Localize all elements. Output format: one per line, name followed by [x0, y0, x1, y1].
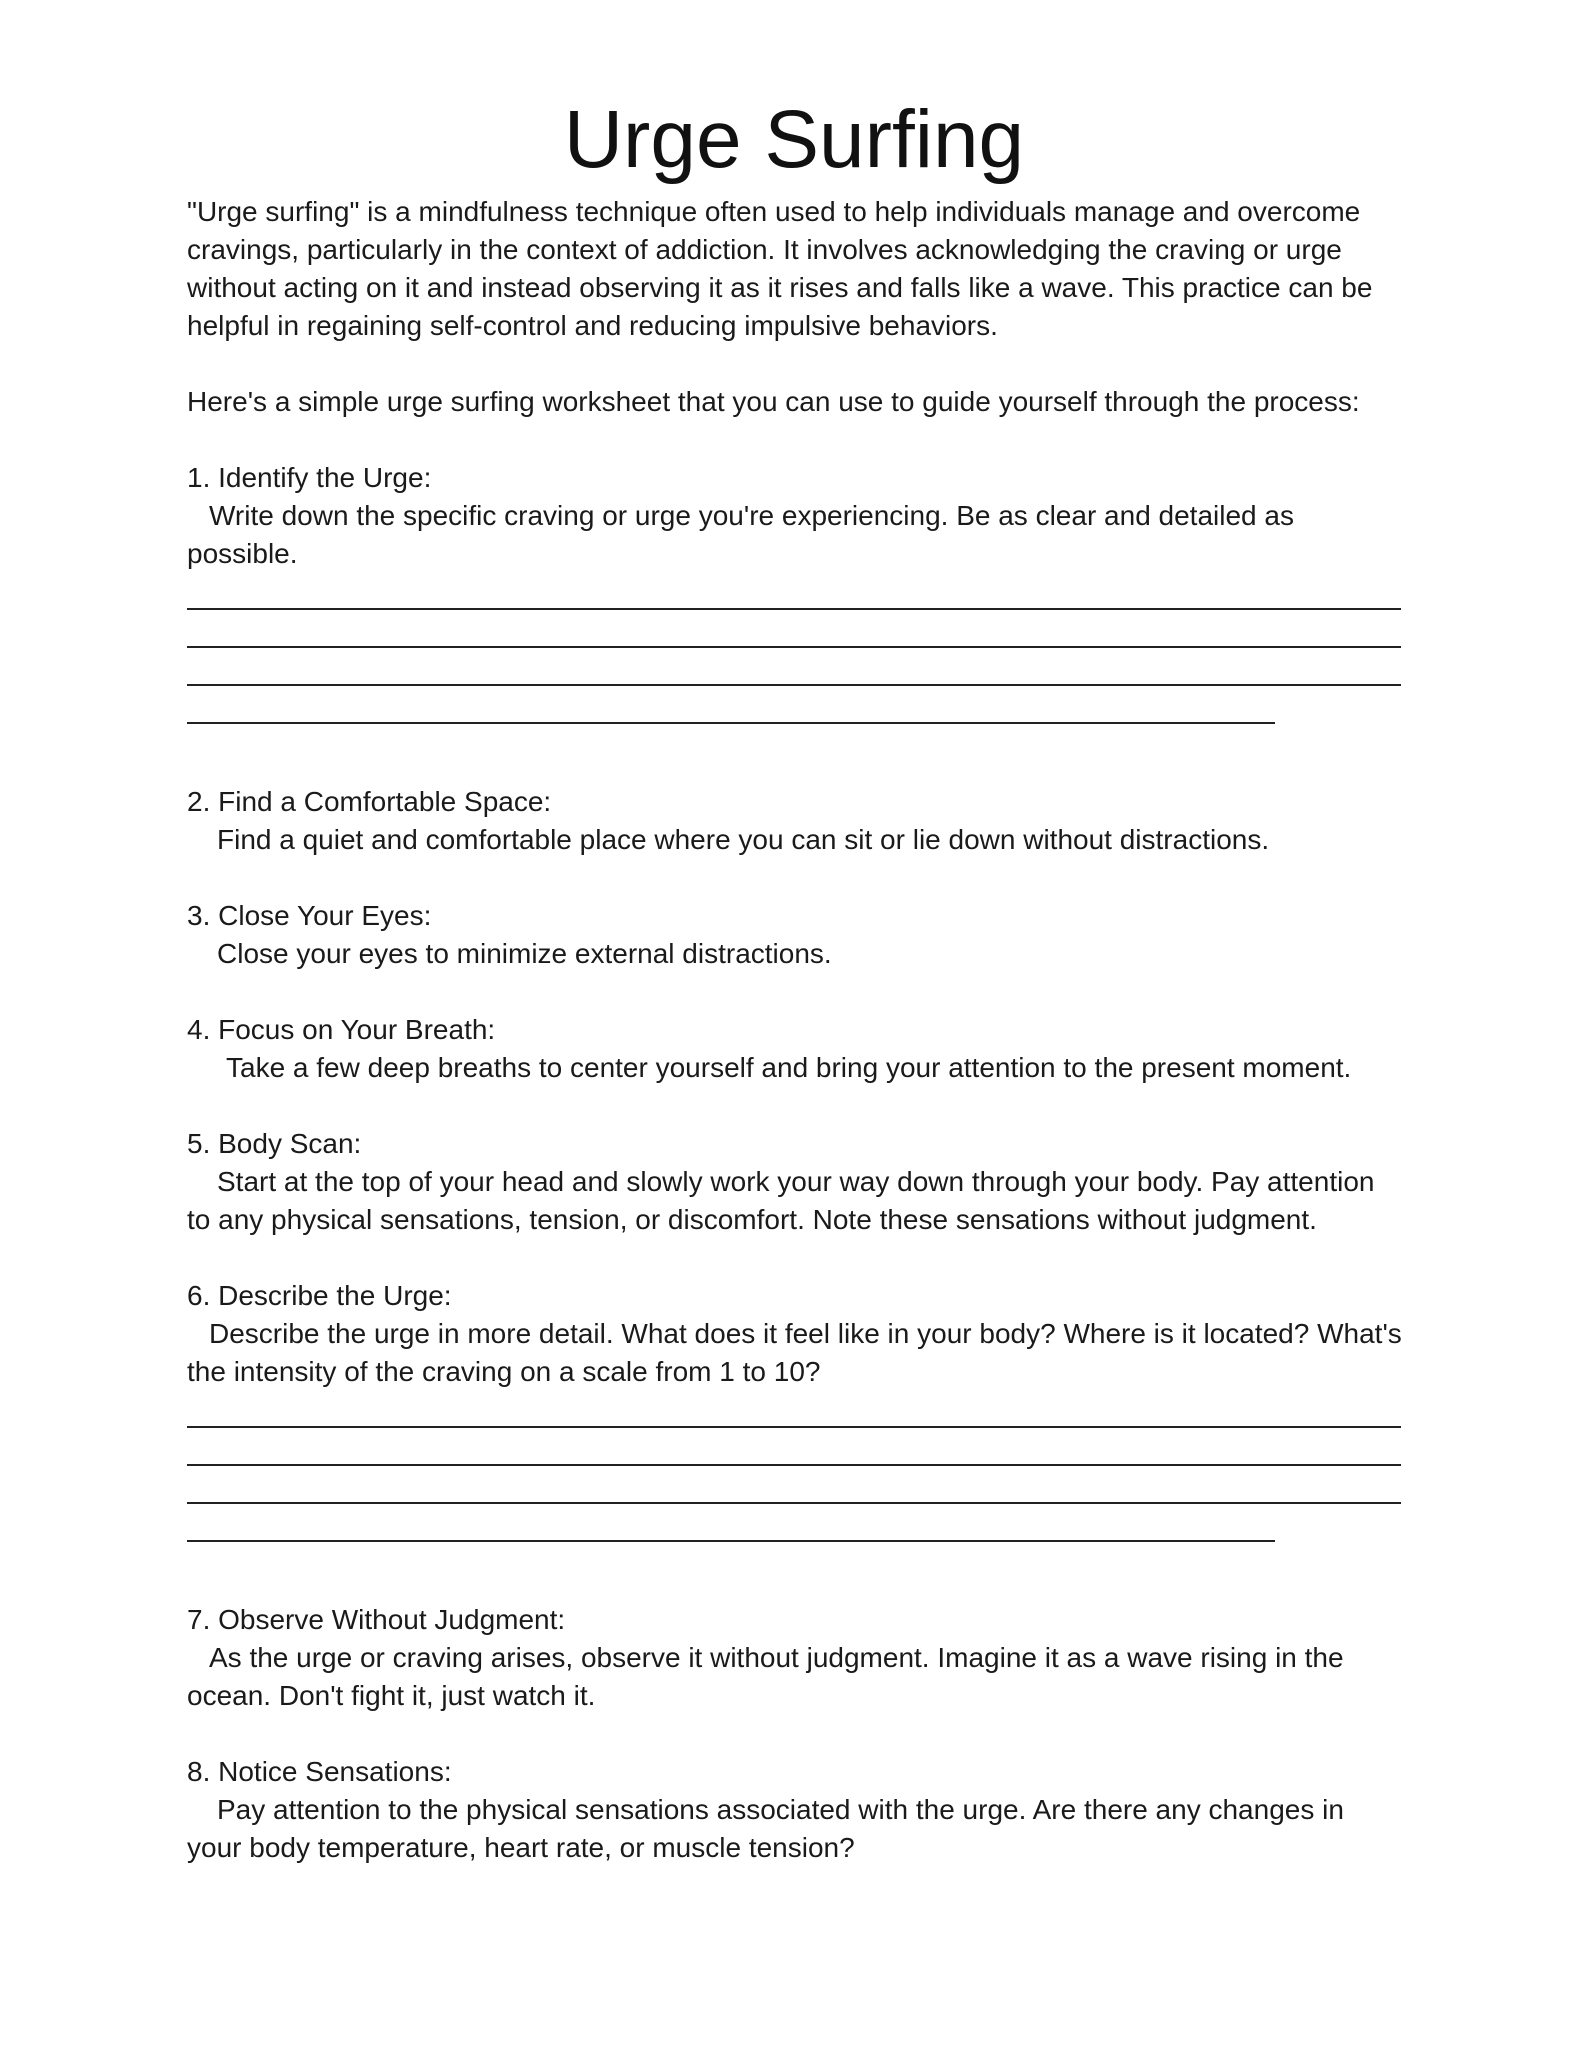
step-heading: 2. Find a Comfortable Space:: [187, 786, 552, 817]
step-focus-breath: [187, 1011, 1402, 1087]
writing-line[interactable]: [187, 573, 1401, 610]
step-body: Find a quiet and comfortable place where you can sit or lie down without distractions.: [217, 824, 1270, 855]
step-body-scan: [187, 1125, 1402, 1239]
step-body: Describe the urge in more detail. What does it feel like in your body? Where is it located? What's the intensity of the craving on a scale from 1 to 10?: [187, 1318, 1402, 1387]
step-close-eyes: [187, 897, 1402, 973]
step-body: Pay attention to the physical sensations associated with the urge. Are there any changes in your body temperature, heart rate, or muscle tension?: [187, 1794, 1344, 1863]
writing-lines: [187, 1391, 1402, 1542]
spacer: [187, 1239, 1402, 1277]
step-heading: 4. Focus on Your Breath:: [187, 1014, 496, 1045]
spacer: [187, 421, 1402, 459]
spacer: [187, 1087, 1402, 1125]
spacer: [187, 1543, 1402, 1601]
step-body: As the urge or craving arises, observe it without judgment. Imagine it as a wave rising in the ocean. Don't fight it, just watch it.: [187, 1642, 1344, 1711]
step-body: Write down the specific craving or urge you're experiencing. Be as clear and detailed as possible.: [187, 500, 1294, 569]
spacer: [187, 973, 1402, 1011]
step-heading: 7. Observe Without Judgment:: [187, 1604, 566, 1635]
step-observe-without-judgment: [187, 1601, 1402, 1715]
spacer: [187, 1715, 1402, 1753]
page-title: Urge Surfing: [563, 94, 1025, 185]
step-heading: 3. Close Your Eyes:: [187, 900, 432, 931]
writing-line[interactable]: [187, 611, 1401, 648]
writing-line[interactable]: [187, 687, 1275, 724]
lead-paragraph: Here's a simple urge surfing worksheet that you can use to guide yourself through the process:: [187, 386, 1360, 417]
intro-paragraph: "Urge surfing" is a mindfulness technique often used to help individuals manage and overcome cravings, particularly in the context of addiction. It involves acknowledging the craving or urge without acting on it and instead observing it as it rises and falls like a wave. This practice can be helpful in regaining self-control and reducing impulsive behaviors.: [187, 196, 1373, 341]
step-comfortable-space: [187, 783, 1402, 859]
step-body: Start at the top of your head and slowly work your way down through your body. Pay attention to any physical sensations, tension, or discomfort. Note these sensations without judgment.: [187, 1166, 1375, 1235]
step-heading: 1. Identify the Urge:: [187, 462, 432, 493]
writing-line[interactable]: [187, 649, 1401, 686]
writing-line[interactable]: [187, 1505, 1275, 1542]
writing-line[interactable]: [187, 1467, 1401, 1504]
writing-lines: [187, 573, 1402, 724]
spacer: [187, 345, 1402, 383]
step-body: Close your eyes to minimize external distractions.: [217, 938, 832, 969]
step-heading: 8. Notice Sensations:: [187, 1756, 452, 1787]
step-describe-urge: [187, 1277, 1402, 1542]
worksheet-content: [187, 193, 1402, 1867]
spacer: [187, 859, 1402, 897]
step-body: Take a few deep breaths to center yourself and bring your attention to the present moment.: [226, 1052, 1352, 1083]
spacer: [187, 725, 1402, 783]
step-heading: 6. Describe the Urge:: [187, 1280, 452, 1311]
step-notice-sensations: [187, 1753, 1402, 1867]
writing-line[interactable]: [187, 1391, 1401, 1428]
step-heading: 5. Body Scan:: [187, 1128, 362, 1159]
writing-line[interactable]: [187, 1429, 1401, 1466]
step-identify-urge: [187, 459, 1402, 724]
